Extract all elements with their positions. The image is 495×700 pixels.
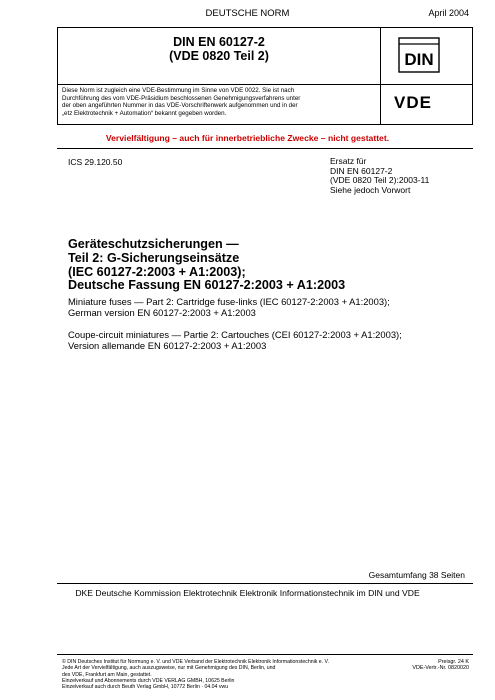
copyright-line: Einzelverkauf und Abonnements durch VDE VERLAG GMBH, 10625 Berlin <box>62 677 235 684</box>
divider-line <box>57 148 473 149</box>
replacement-line: Siehe jedoch Vorwort <box>330 185 411 196</box>
vde-statement-line: der oben angeführten Nummer in das VDE-Vorschriftenwerk aufgenommen und in der <box>62 102 298 110</box>
title-box <box>57 27 473 85</box>
vde-statement-line: Diese Norm ist zugleich eine VDE-Bestimmung im Sinne von VDE 0022. Sie ist nach <box>62 87 295 94</box>
price-group: Preisgr. 24 K <box>438 659 469 665</box>
replacement-line: DIN EN 60127-2 <box>330 165 393 176</box>
vde-box <box>57 85 473 125</box>
vde-statement-line: Durchführung des vom VDE-Präsidium beschlossenen Genehmigungsverfahrens unter <box>62 94 301 102</box>
main-title-line: Geräteschutzsicherungen — <box>68 237 239 251</box>
english-title-line: German version EN 60127-2:2003 + A1:2003 <box>68 306 256 318</box>
french-title-line: Coupe-circuit miniatures — Partie 2: Cartouches (CEI 60127-2:2003 + A1:2003); <box>68 329 402 340</box>
document-title <box>58 35 380 63</box>
divider-line <box>57 583 473 584</box>
din-logo-text: DIN <box>404 50 434 69</box>
copyright-line: des VDE, Frankfurt am Main, gestattet. <box>62 671 152 678</box>
copyright-line: © DIN Deutsches Institut für Normung e. V. und VDE Verband der Elektrotechnik Elektronik Informationstechnik e. V. <box>62 659 329 665</box>
norm-label: DEUTSCHE NORM <box>205 8 290 19</box>
title-box-divider <box>380 28 381 84</box>
copyright-line: Einzelverkauf auch durch Beuth Verlag GmbH, 10772 Berlin · 04.04 vwu <box>62 684 229 691</box>
vde-statement <box>62 87 376 117</box>
vde-logo: VDE <box>394 93 432 112</box>
din-logo <box>398 37 440 75</box>
replacement-line: (VDE 0820 Teil 2):2003-11 <box>330 175 430 186</box>
document-number: DIN EN 60127-2 <box>173 35 265 49</box>
english-title <box>68 297 390 319</box>
main-title-line: (IEC 60127-2:2003 + A1:2003); <box>68 264 246 279</box>
main-title-line: Deutsche Fassung EN 60127-2:2003 + A1:2003 <box>68 278 346 293</box>
page-count: Gesamtumfang 38 Seiten <box>368 570 465 580</box>
english-title-line: Miniature fuses — Part 2: Cartridge fuse-links (IEC 60127-2:2003 + A1:2003); <box>68 296 390 307</box>
copyright-notice <box>62 659 422 690</box>
main-title <box>68 238 345 293</box>
din-logo-graphic <box>398 37 440 73</box>
vde-classification: (VDE 0820 Teil 2) <box>169 49 269 63</box>
copyright-line: Jede Art der Vervielfältigung, auch auszugsweise, nur mit Genehmigung des DIN, Berlin, und <box>62 665 276 672</box>
main-title-line: Teil 2: G-Sicherungseinsätze <box>68 250 240 265</box>
vde-contract-number: VDE-Vertr.-Nr. 0820020 <box>412 665 469 672</box>
reproduction-warning: Vervielfältigung – auch für innerbetriebliche Zwecke – nicht gestattet. <box>105 133 390 143</box>
price-info <box>412 659 469 672</box>
dke-committee: DKE Deutsche Kommission Elektrotechnik Elektronik Informationstechnik im DIN und VDE <box>75 588 420 598</box>
ics-code: ICS 29.120.50 <box>68 157 123 167</box>
publication-date: April 2004 <box>428 8 469 18</box>
replacement-line: Ersatz für <box>330 156 367 166</box>
vde-statement-line: „etz Elektrotechnik + Automation“ bekannt gegeben worden. <box>62 109 227 117</box>
vde-box-divider <box>380 85 381 124</box>
footer-divider <box>57 654 473 655</box>
french-title <box>68 330 402 352</box>
replacement-info <box>330 157 429 196</box>
french-title-line: Version allemande EN 60127-2:2003 + A1:2003 <box>68 339 267 351</box>
